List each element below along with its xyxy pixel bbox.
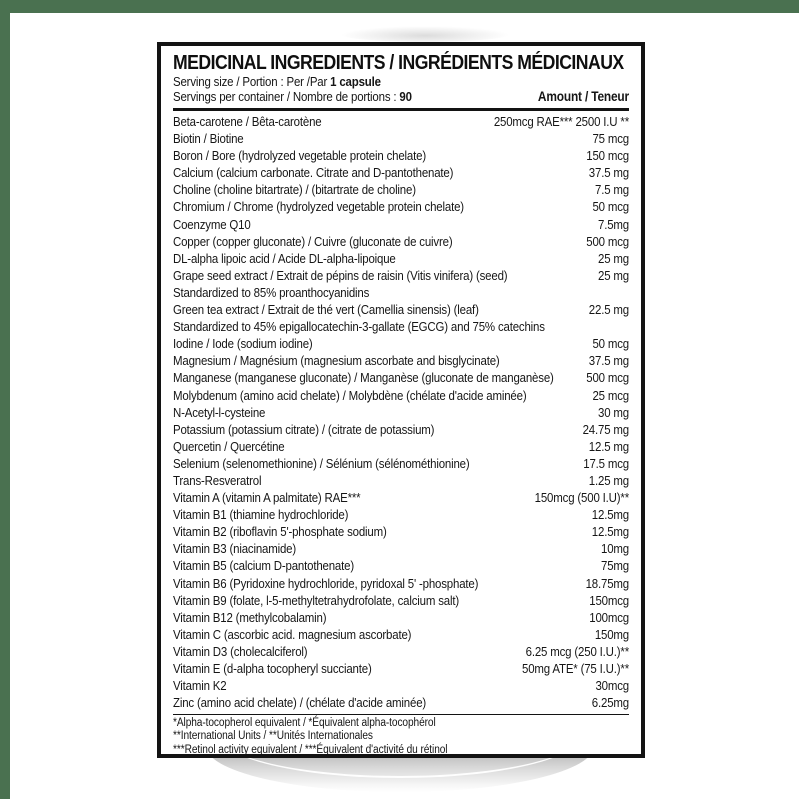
serving-size-label: Serving size / Portion : Per /Par [173,74,331,89]
ingredient-row [173,404,629,421]
ingredient-amount: 500 mcg [586,370,629,386]
ingredient-row [173,489,629,506]
ingredient-row [173,592,629,609]
ingredient-amount: 10mg [601,541,629,557]
ingredient-name: Zinc (amino acid chelate) / (chélate d'acide aminée) [173,695,427,711]
ingredient-amount: 6.25 mcg (250 I.U.)** [525,643,629,659]
ingredient-name: Copper (copper gluconate) / Cuivre (gluconate de cuivre) [173,233,453,249]
ingredient-amount [622,318,629,335]
panel-title: MEDICINAL INGREDIENTS / INGRÉDIENTS MÉDICINAUX [173,52,624,74]
serving-size-value: 1 capsule [330,74,381,89]
ingredient-name: Calcium (calcium carbonate. Citrate and D-pantothenate) [173,165,454,181]
footnotes-block [173,717,629,757]
medicinal-ingredients-panel [157,42,645,758]
ingredient-row [173,643,629,660]
ingredient-name: DL-alpha lipoic acid / Acide DL-alpha-lipoique [173,250,396,266]
servings-per-container-label: Servings per container / Nombre de portions : [173,88,400,104]
ingredient-name: Green tea extract / Extrait de thé vert (Camellia sinensis) (leaf) [173,302,479,318]
header-divider [173,108,629,111]
ingredient-name: Vitamin B6 (Pyridoxine hydrochloride, pyridoxal 5' -phosphate) [173,575,479,591]
ingredient-row [173,557,629,574]
ingredient-name: Coenzyme Q10 [173,216,251,232]
ingredient-row [173,677,629,694]
ingredient-row [173,609,629,626]
ingredient-name: Manganese (manganese gluconate) / Manganèse (gluconate de manganèse) [173,370,554,386]
ingredient-row [173,352,629,369]
ingredient-name: Trans-Resveratrol [173,472,262,488]
ingredient-amount: 6.25mg [591,695,629,711]
ingredient-name: Selenium (selenomethionine) / Sélénium (sélénométhionine) [173,455,470,471]
ingredient-amount: 150mg [594,626,629,642]
ingredient-name: Vitamin C (ascorbic acid. magnesium ascorbate) [173,626,412,642]
ingredient-row [173,250,629,267]
ingredient-list [173,113,629,711]
ingredient-amount: 30 mg [598,404,629,420]
ingredient-row [173,438,629,455]
ingredient-row [173,369,629,386]
ingredient-amount: 7.5mg [598,216,629,232]
ingredient-amount: 12.5mg [591,524,629,540]
ingredient-row [173,164,629,181]
ingredient-name: Vitamin K2 [173,678,227,694]
ingredient-amount: 500 mcg [586,233,629,249]
ingredient-amount: 250mcg RAE*** 2500 I.U ** [493,114,629,129]
ingredient-name: Vitamin E (d-alpha tocopheryl succiante) [173,661,372,676]
ingredient-name: Potassium (potassium citrate) / (citrate de potassium) [173,421,435,437]
ingredient-row [173,113,629,130]
ingredient-amount: 75 mcg [592,131,629,147]
ingredient-row [173,455,629,472]
ingredient-name: Vitamin A (vitamin A palmitate) RAE*** [173,490,361,506]
ingredient-row [173,216,629,233]
ingredient-row [173,506,629,523]
ingredient-amount: 150mcg (500 I.U)** [534,490,629,506]
ingredient-amount: 150mcg [589,592,629,608]
ingredient-amount: 30mcg [595,678,629,694]
ingredient-amount: 75mg [601,558,629,574]
serving-info-block [173,75,629,104]
ingredient-row [173,267,629,284]
ingredient-name: Vitamin B9 (folate, l-5-methyltetrahydrofolate, calcium salt) [173,592,460,608]
ingredient-name: Quercetin / Quercétine [173,438,285,454]
ingredient-amount [622,284,629,301]
ingredient-amount: 150 mcg [586,148,629,164]
ingredient-name: Standardized to 85% proanthocyanidins [173,284,370,300]
ingredient-name: Vitamin D3 (cholecalciferol) [173,643,308,659]
ingredient-row [173,335,629,352]
ingredient-name: Biotin / Biotine [173,131,244,147]
ingredient-row [173,233,629,250]
ingredient-row [173,147,629,164]
ingredient-amount: 17.5 mcg [583,455,629,471]
ingredient-name: Magnesium / Magnésium (magnesium ascorbate and bisglycinate) [173,353,500,369]
ingredient-row [173,318,629,335]
ingredient-amount: 25 mg [598,250,629,266]
ingredient-name: Grape seed extract / Extrait de pépins de raisin (Vitis vinifera) (seed) [173,267,508,283]
footnote-line: *Alpha-tocopherol equivalent / *Équivalent alpha-tocophérol [173,717,436,730]
ingredient-amount: 12.5 mg [588,438,629,454]
ingredient-row [173,284,629,301]
ingredient-amount: 100mcg [589,609,629,625]
ingredient-amount: 25 mg [598,267,629,283]
ingredient-name: Boron / Bore (hydrolyzed vegetable protein chelate) [173,148,426,164]
ingredient-amount: 37.5 mg [588,165,629,181]
ingredient-name: N-Acetyl-l-cysteine [173,404,266,420]
ingredient-name: Vitamin B1 (thiamine hydrochloride) [173,507,349,523]
ingredient-row [173,523,629,540]
ingredient-amount: 37.5 mg [588,353,629,369]
ingredient-amount: 22.5 mg [588,302,629,318]
ingredient-row [173,181,629,198]
ingredient-name: Beta-carotene / Bêta-carotène [173,114,322,129]
ingredient-row [173,198,629,215]
ingredient-row [173,472,629,489]
ingredient-row [173,421,629,438]
serving-size-line [173,75,412,90]
ingredient-row [173,540,629,557]
ingredient-amount: 24.75 mg [582,421,629,437]
ingredient-amount: 50mg ATE* (75 I.U.)** [522,661,629,676]
footnote-divider [173,714,629,715]
ingredient-name: Vitamin B3 (niacinamide) [173,541,297,557]
ingredient-row [173,694,629,711]
ingredient-name: Vitamin B12 (methylcobalamin) [173,609,327,625]
ingredient-amount: 50 mcg [592,336,629,352]
footnote-line: ***Retinol activity equivalent / ***Équivalent d'activité du rétinol [173,743,448,756]
container-top-shadow [340,26,510,42]
ingredient-row [173,301,629,318]
ingredient-amount: 25 mcg [592,387,629,403]
ingredient-row [173,626,629,643]
green-left-border [0,0,10,799]
amount-column-header: Amount / Teneur [537,89,629,104]
green-top-border [0,0,799,13]
ingredient-amount: 18.75mg [585,575,629,591]
ingredient-name: Vitamin B5 (calcium D-pantothenate) [173,558,354,574]
ingredient-amount: 50 mcg [592,199,629,215]
ingredient-name: Chromium / Chrome (hydrolyzed vegetable protein chelate) [173,199,464,215]
ingredient-amount: 1.25 mg [588,472,629,488]
ingredient-amount: 12.5mg [591,507,629,523]
ingredient-name: Molybdenum (amino acid chelate) / Molybdène (chélate d'acide aminée) [173,387,527,403]
servings-per-container-line [173,90,412,105]
ingredient-row [173,130,629,147]
footnote-line: **International Units / **Unités Internationales [173,730,373,743]
ingredient-name: Choline (choline bitartrate) / (bitartrate de choline) [173,182,416,198]
ingredient-name: Standardized to 45% epigallocatechin-3-gallate (EGCG) and 75% catechins [173,319,545,335]
ingredient-row [173,387,629,404]
ingredient-row [173,575,629,592]
ingredient-amount: 7.5 mg [594,182,629,198]
ingredient-row [173,660,629,677]
container-bottom-shadow [206,758,594,792]
ingredient-name: Iodine / Iode (sodium iodine) [173,336,313,352]
servings-per-container-value: 90 [399,88,412,104]
ingredient-name: Vitamin B2 (riboflavin 5'-phosphate sodium) [173,524,387,540]
